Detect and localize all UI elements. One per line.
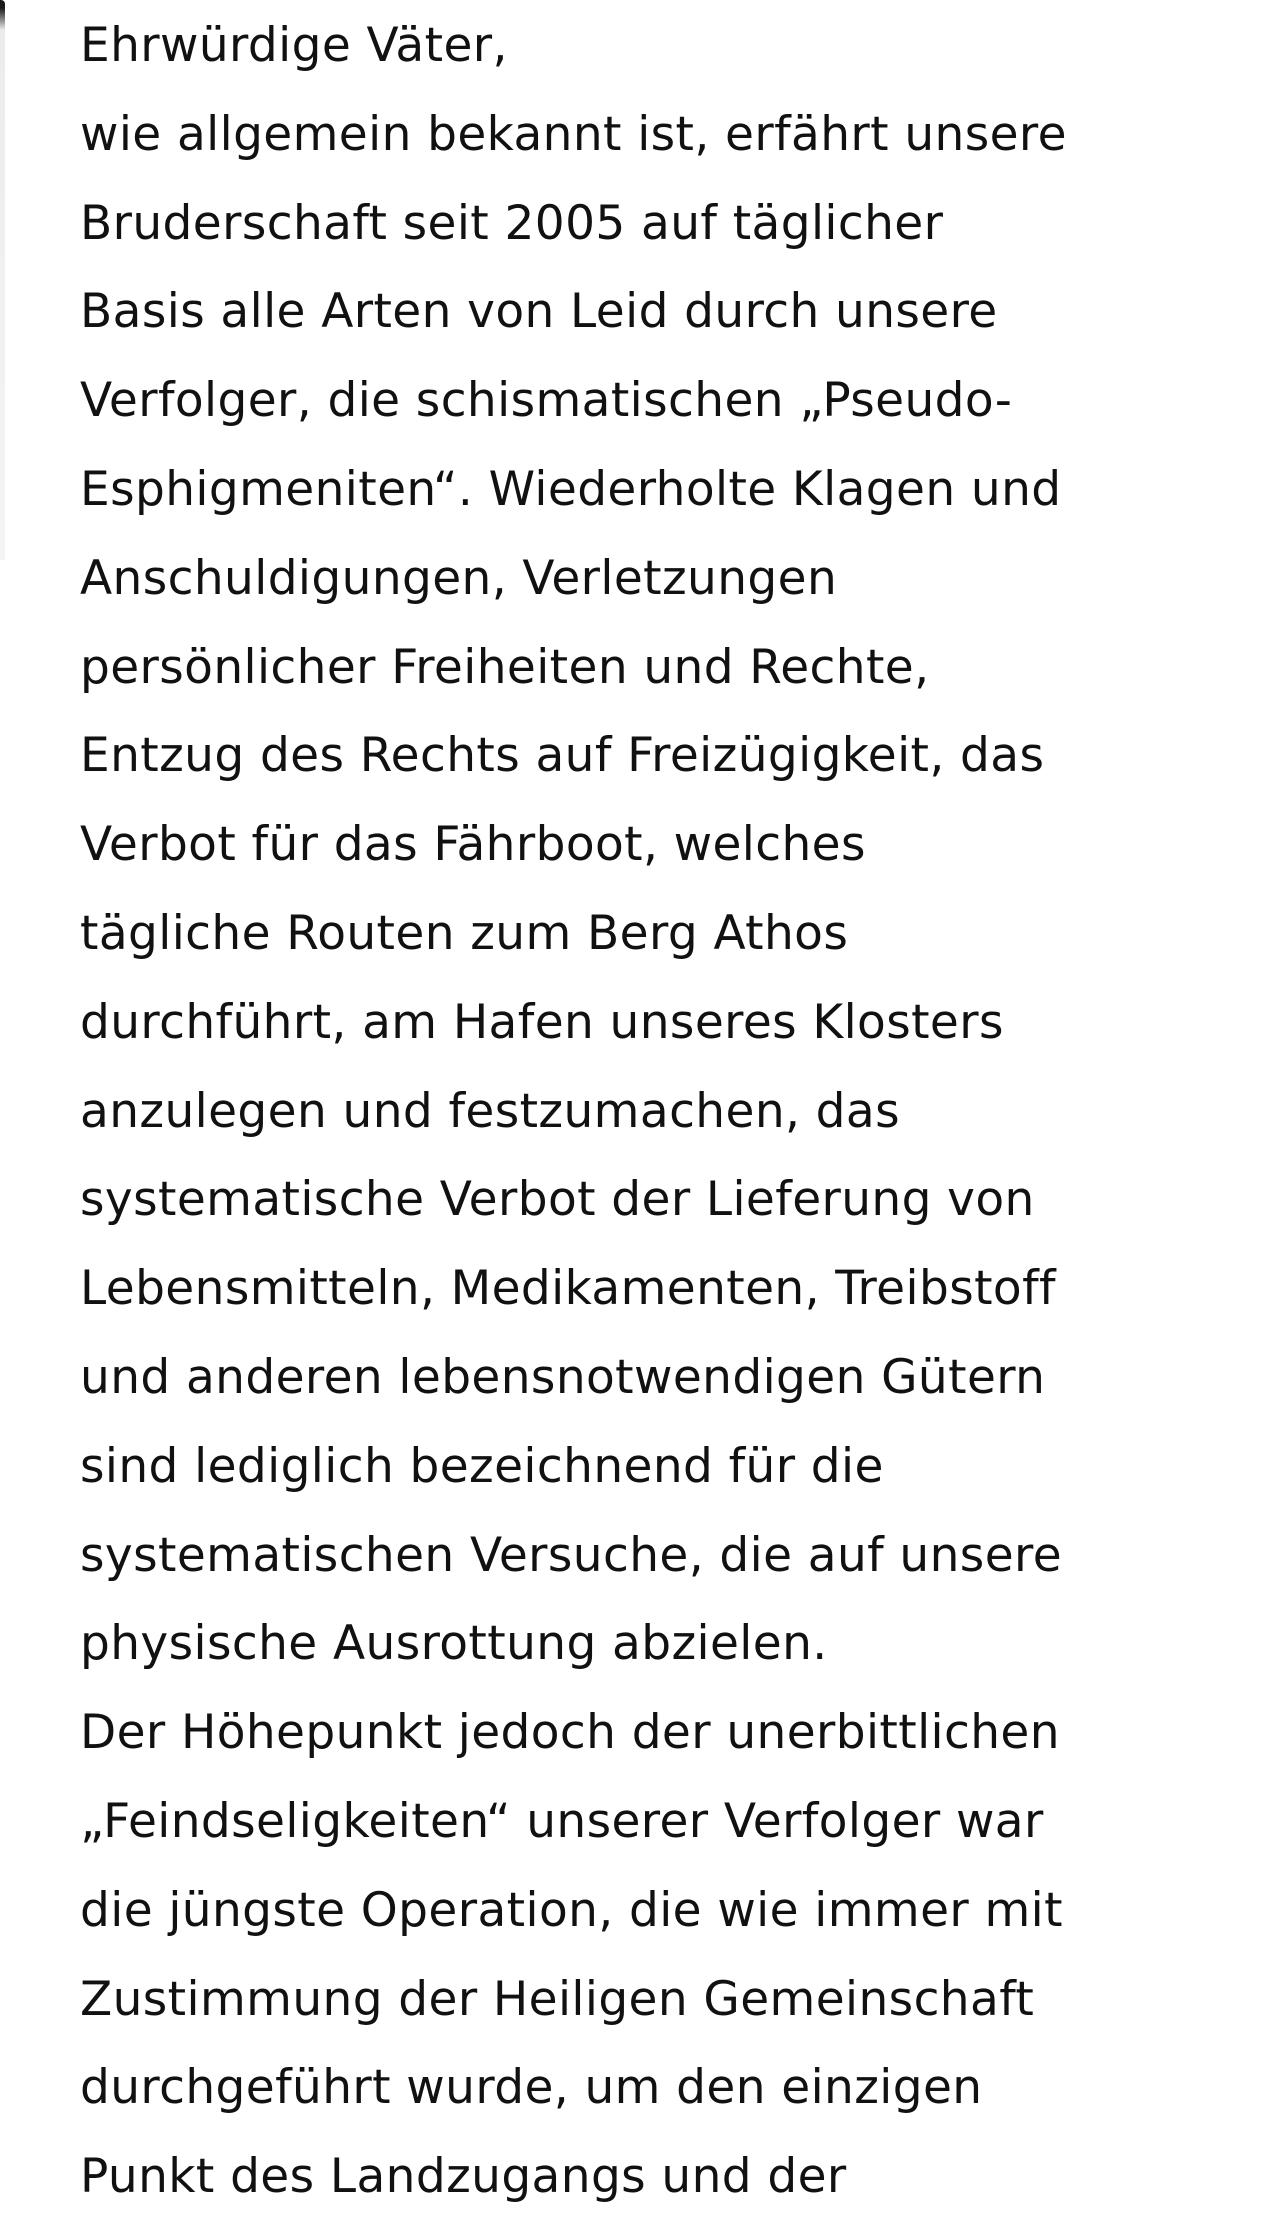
body-text-line: Basis alle Arten von Leid durch unsere [80, 284, 998, 340]
body-text-line: durchführt, am Hafen unseres Klosters [80, 994, 1004, 1050]
body-text-line: die jüngste Operation, die wie immer mit [80, 1882, 1063, 1938]
body-text-line: „Feindseligkeiten“ unserer Verfolger war [80, 1793, 1044, 1849]
body-text-line: Punkt des Landzugangs und der [80, 2149, 847, 2205]
body-text-line: Lebensmitteln, Medikamenten, Treibstoff [80, 1261, 1056, 1317]
body-text-line: Esphigmeniten“. Wiederholte Klagen und [80, 461, 1062, 517]
body-text-line: anzulegen und festzumachen, das [80, 1083, 901, 1139]
body-text-line: durchgeführt wurde, um den einzigen [80, 2060, 983, 2116]
page-edge-scroll-indicator [0, 0, 5, 560]
body-text-line: sind lediglich bezeichnend für die [80, 1438, 884, 1494]
body-text-line: persönlicher Freiheiten und Rechte, [80, 639, 930, 695]
body-text-line: physische Ausrottung abzielen. [80, 1616, 828, 1672]
body-text-line: Der Höhepunkt jedoch der unerbittlichen [80, 1705, 1060, 1761]
body-text-line: Entzug des Rechts auf Freizügigkeit, das [80, 728, 1045, 784]
body-text-line: und anderen lebensnotwendigen Gütern [80, 1349, 1046, 1405]
body-text-line: systematische Verbot der Lieferung von [80, 1172, 1035, 1228]
body-text-line: Verfolger, die schismatischen „Pseudo- [80, 373, 1013, 429]
salutation-line: Ehrwürdige Väter, [80, 18, 508, 73]
body-text-line: tägliche Routen zum Berg Athos [80, 905, 849, 961]
body-text-line: Verbot für das Fährboot, welches [80, 817, 866, 873]
body-text-line: systematischen Versuche, die auf unsere [80, 1527, 1063, 1583]
letter-body [80, 2, 1260, 2222]
body-text-line: wie allgemein bekannt ist, erfährt unsere [80, 106, 1067, 162]
body-text-line: Zustimmung der Heiligen Gemeinschaft [80, 1971, 1035, 2027]
body-text-line: Anschuldigungen, Verletzungen [80, 550, 838, 606]
body-text-line: Bruderschaft seit 2005 auf täglicher [80, 195, 944, 251]
